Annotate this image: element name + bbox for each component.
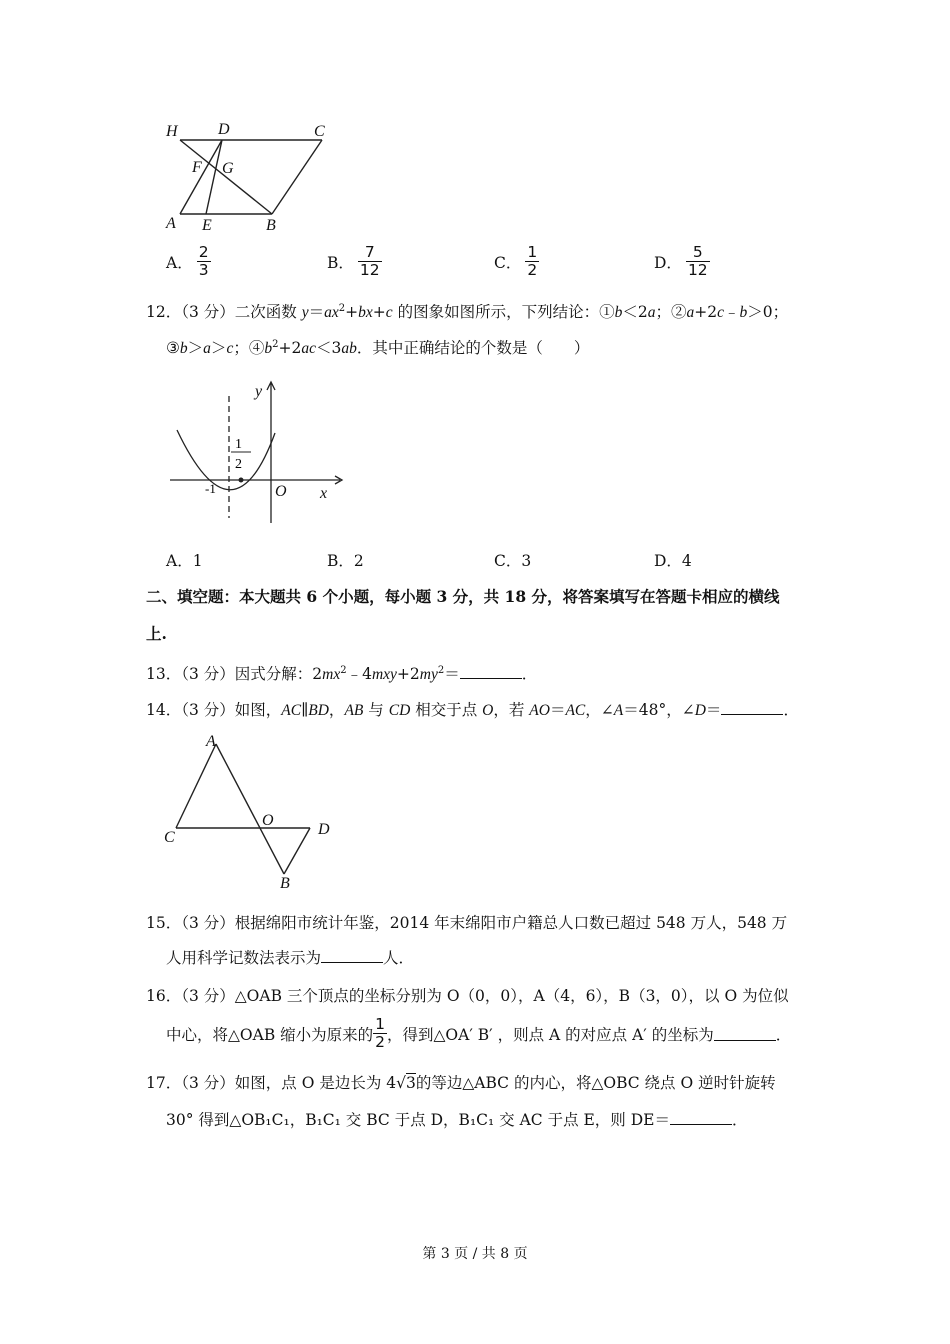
q17-answer-blank[interactable]: [670, 1110, 732, 1125]
fraction: $\frac{1}{2}$: [527, 243, 538, 280]
label-A: A: [166, 215, 176, 232]
q13-text: 13．（3 分）因式分解：$2mx^2﹣4mxy+2my^2=$ ．: [146, 664, 538, 683]
q12-option-d[interactable]: D．4: [654, 552, 692, 570]
q11-option-c[interactable]: C． $\frac{1}{2}$: [494, 243, 538, 280]
section-2-heading: 二、填空题：本大题共 6 个小题，每小题 3 分，共 18 分，将答案填写在答题卡相应的横线: [146, 587, 780, 606]
fraction: $\frac{7}{12}$: [359, 243, 380, 280]
q13-answer-blank[interactable]: [460, 664, 522, 679]
y-axis-label: y: [255, 383, 263, 400]
label-H: H: [166, 123, 178, 140]
q12-option-a[interactable]: A．1: [166, 552, 203, 570]
label-B: B: [280, 875, 290, 892]
q16-line1: 16．（3 分）△OAB 三个顶点的坐标分别为 O（0，0），A（4，6），B（3，0），以 O 为位似: [146, 987, 789, 1005]
q15-answer-blank[interactable]: [321, 948, 383, 963]
q12-figure: [165, 378, 345, 528]
label-F: F: [192, 159, 202, 176]
q17-line2: 30° 得到△OB₁C₁，B₁C₁ 交 BC 于点 D，B₁C₁ 交 AC 于点 E，则 DE＝ ．: [166, 1111, 748, 1129]
q16-answer-blank[interactable]: [714, 1026, 776, 1041]
origin-label: O: [275, 483, 287, 500]
section-2-heading-cont: 上.: [146, 624, 167, 643]
label-D: D: [218, 121, 230, 138]
q14-text: 14．（3 分）如图，AC∥BD，AB 与 CD 相交于点 O，若 AO＝AC，∠A＝48°，∠D＝ ．: [146, 701, 799, 719]
neg-one-label: -1: [205, 481, 216, 496]
label-G: G: [222, 160, 234, 177]
q14-figure: [158, 730, 338, 895]
half-num: 1: [235, 437, 242, 452]
one-half-fraction: $\frac{1}{2}$: [375, 1015, 386, 1052]
q11-option-b[interactable]: B． $\frac{7}{12}$: [327, 243, 380, 280]
sqrt-symbol: √: [396, 1074, 407, 1092]
q15-line2: 人用科学记数法表示为 人．: [166, 949, 415, 967]
q11-option-d[interactable]: D． $\frac{5}{12}$: [654, 243, 708, 280]
q16-line2: 中心，将△OAB 缩小为原来的 $\frac{1}{2}$ ，得到△OA′ B′ ，则点 A 的对应点 A′ 的坐标为 ．: [166, 1015, 792, 1052]
q12-option-c[interactable]: C．3: [494, 552, 532, 570]
label-O: O: [262, 812, 274, 829]
fraction: $\frac{5}{12}$: [687, 243, 708, 280]
label-D: D: [318, 821, 330, 838]
label-C: C: [164, 829, 175, 846]
q14-answer-blank[interactable]: [721, 700, 783, 715]
half-den: 2: [235, 457, 242, 472]
q11-option-a[interactable]: A． $\frac{2}{3}$: [166, 243, 209, 280]
q17-line1: 17．（3 分）如图，点 O 是边长为 4√3的等边△ABC 的内心，将△OBC 绕点 O 逆时针旋转: [146, 1074, 776, 1092]
q15-line1: 15．（3 分）根据绵阳市统计年鉴，2014 年末绵阳市户籍总人口数已超过 548 万人，548 万: [146, 914, 788, 932]
label-A: A: [206, 733, 216, 750]
fraction: $\frac{2}{3}$: [198, 243, 209, 280]
q12-line1: 12．（3 分）二次函数 $y=ax^2+bx+c$ 的图象如图所示，下列结论：①b＜2a；②a+2c﹣b＞0；: [146, 302, 789, 321]
label-C: C: [314, 123, 325, 140]
x-axis-label: x: [320, 485, 328, 502]
label-B: B: [266, 217, 276, 234]
q11-figure: [160, 118, 340, 238]
page-footer: 第 3 页 / 共 8 页: [422, 1246, 528, 1262]
label-E: E: [202, 217, 212, 234]
q12-line2: ③b＞a＞c；$④b^2+2ac<3ab$．其中正确结论的个数是（ ）: [166, 338, 590, 357]
q12-option-b[interactable]: B．2: [327, 552, 364, 570]
